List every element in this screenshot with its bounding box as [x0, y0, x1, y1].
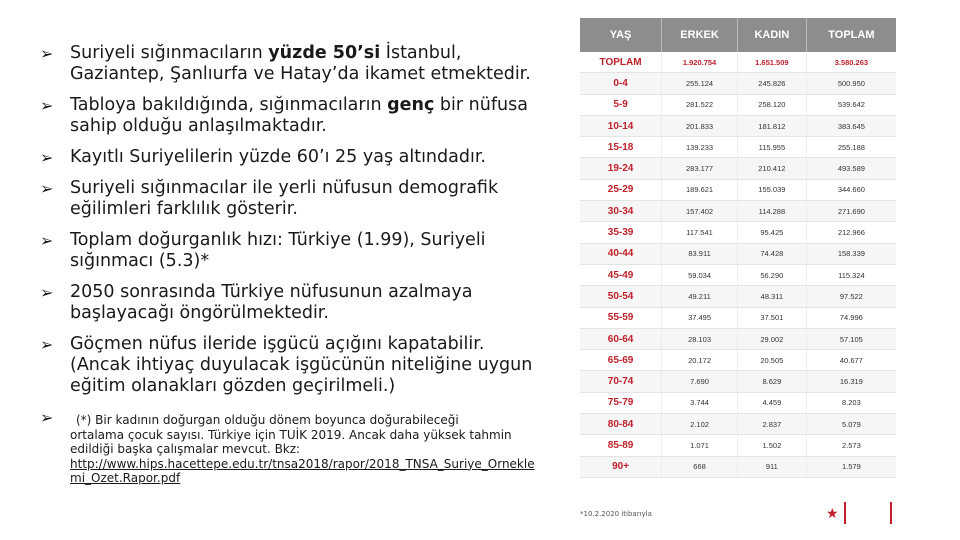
cell-male: 117.541: [662, 222, 738, 243]
bullet-list: [40, 43, 540, 496]
cell-male: 283.177: [662, 158, 738, 179]
cell-age: 0-4: [580, 73, 662, 94]
table-row: [580, 94, 896, 115]
cell-age: TOPLAM: [580, 52, 662, 73]
cell-age: 40-44: [580, 243, 662, 264]
cell-male: 49.211: [662, 286, 738, 307]
cell-age: 55-59: [580, 307, 662, 328]
table-row: [580, 137, 896, 158]
bullet-item: [40, 178, 540, 220]
table-row: [580, 179, 896, 200]
cell-male: 83.911: [662, 243, 738, 264]
table-row: [580, 115, 896, 136]
bullet-text: İstanbul, Gaziantep, Şanlıurfa ve Hatay’da ikamet etmektedir.: [70, 43, 531, 84]
cell-total: 1.579: [806, 456, 896, 477]
bullet-item: [40, 282, 540, 324]
arrow-bullet-icon: ➢: [40, 408, 54, 427]
cell-female: 258.120: [737, 94, 806, 115]
arrow-bullet-icon: ➢: [40, 231, 54, 250]
cell-total: 40.677: [806, 350, 896, 371]
cell-total: 3.580.263: [806, 52, 896, 73]
bullet-bold: genç: [387, 95, 435, 115]
cell-age: 80-84: [580, 414, 662, 435]
cell-age: 45-49: [580, 264, 662, 285]
cell-female: 1.502: [737, 435, 806, 456]
cell-male: 7.690: [662, 371, 738, 392]
cell-age: 10-14: [580, 115, 662, 136]
table-row: [580, 350, 896, 371]
table-row: [580, 414, 896, 435]
cell-age: 35-39: [580, 222, 662, 243]
arrow-bullet-icon: ➢: [40, 179, 54, 198]
cell-age: 30-34: [580, 201, 662, 222]
cell-male: 139.233: [662, 137, 738, 158]
footnote-link[interactable]: http://www.hips.hacettepe.edu.tr/tnsa2018/rapor/2018_TNSA_Suriye_Orneklemi_Ozet.Rapor.pdf: [70, 456, 535, 485]
cell-male: 201.833: [662, 115, 738, 136]
footnote-item: [40, 408, 540, 486]
cell-male: 1.071: [662, 435, 738, 456]
bullet-item: [40, 95, 540, 137]
cell-age: 50-54: [580, 286, 662, 307]
cell-male: 281.522: [662, 94, 738, 115]
table-row: [580, 264, 896, 285]
header-male: ERKEK: [662, 18, 738, 52]
bullet-text: Kayıtlı Suriyelilerin yüzde 60’ı 25 yaş altındadır.: [70, 147, 486, 167]
population-table: [580, 18, 896, 478]
table-row: [580, 243, 896, 264]
cell-total: 383.645: [806, 115, 896, 136]
table-row: [580, 307, 896, 328]
bullet-text: Göçmen nüfus ileride işgücü açığını kapatabilir. (Ancak ihtiyaç duyulacak işgücünün niteliğine uygun eğitim olanakları gözden geçirilmeli.): [70, 334, 533, 396]
bullet-item: [40, 230, 540, 272]
cell-female: 4.459: [737, 392, 806, 413]
cell-female: 210.412: [737, 158, 806, 179]
cell-female: 48.311: [737, 286, 806, 307]
header-age: YAŞ: [580, 18, 662, 52]
footnote-first-line: (*) Bir kadının doğurgan olduğu dönem boyunca doğurabileceği: [76, 413, 459, 427]
cell-female: 114.288: [737, 201, 806, 222]
cell-total: 74.996: [806, 307, 896, 328]
bullet-item: [40, 334, 540, 397]
bullet-text: Tabloya bakıldığında, sığınmacıların: [70, 95, 388, 115]
cell-female: 911: [737, 456, 806, 477]
footnote-text: ortalama çocuk sayısı. Türkiye için TUİK 2019. Ancak daha yüksek tahmin edildiği başka çalışmalar mevcut. Bkz:: [70, 427, 512, 456]
bullet-item: [40, 147, 540, 168]
cell-male: 20.172: [662, 350, 738, 371]
cell-male: 59.034: [662, 264, 738, 285]
cell-female: 56.290: [737, 264, 806, 285]
cell-male: 37.495: [662, 307, 738, 328]
arrow-bullet-icon: ➢: [40, 148, 54, 167]
table-row: [580, 328, 896, 349]
cell-male: 28.103: [662, 328, 738, 349]
table-row: [580, 286, 896, 307]
cell-female: 37.501: [737, 307, 806, 328]
cell-total: 500.950: [806, 73, 896, 94]
bullet-item: [40, 43, 540, 85]
bullet-bold: yüzde 50’si: [268, 43, 381, 63]
cell-male: 2.102: [662, 414, 738, 435]
cell-male: 157.402: [662, 201, 738, 222]
cell-male: 189.621: [662, 179, 738, 200]
cell-female: 1.651.509: [737, 52, 806, 73]
table-row: [580, 371, 896, 392]
arrow-bullet-icon: ➢: [40, 335, 54, 354]
cell-total: 271.690: [806, 201, 896, 222]
table-row: [580, 158, 896, 179]
logo-bar: [844, 502, 846, 524]
cell-age: 19-24: [580, 158, 662, 179]
cell-male: 3.744: [662, 392, 738, 413]
table-row: [580, 456, 896, 477]
cell-female: 74.428: [737, 243, 806, 264]
header-female: KADIN: [737, 18, 806, 52]
cell-female: 181.812: [737, 115, 806, 136]
cell-total: 539.642: [806, 94, 896, 115]
cell-age: 90+: [580, 456, 662, 477]
bullet-text: 2050 sonrasında Türkiye nüfusunun azalmaya başlayacağı öngörülmektedir.: [70, 282, 473, 323]
table-header-row: [580, 18, 896, 52]
table-row: [580, 392, 896, 413]
table-row: [580, 435, 896, 456]
cell-female: 8.629: [737, 371, 806, 392]
table-row: [580, 222, 896, 243]
bullet-text: Suriyeli sığınmacıların: [70, 43, 269, 63]
cell-male: 1.920.754: [662, 52, 738, 73]
table-row: [580, 201, 896, 222]
cell-total: 2.573: [806, 435, 896, 456]
source-note: *10.2.2020 itibarıyla: [580, 510, 652, 518]
bullet-text: Toplam doğurganlık hızı: Türkiye (1.99), Suriyeli sığınmacı (5.3)*: [70, 230, 486, 271]
cell-total: 115.324: [806, 264, 896, 285]
cell-age: 60-64: [580, 328, 662, 349]
arrow-bullet-icon: ➢: [40, 44, 54, 63]
population-table-panel: [580, 18, 896, 478]
cell-male: 255.124: [662, 73, 738, 94]
cell-total: 8.203: [806, 392, 896, 413]
cell-female: 2.837: [737, 414, 806, 435]
bullet-text: bir nüfusa sahip olduğu anlaşılmaktadır.: [70, 95, 528, 136]
cell-age: 75-79: [580, 392, 662, 413]
table-row: [580, 73, 896, 94]
cell-total: 255.188: [806, 137, 896, 158]
cell-female: 95.425: [737, 222, 806, 243]
cell-age: 70-74: [580, 371, 662, 392]
institution-logo: [826, 500, 892, 526]
cell-female: 155.039: [737, 179, 806, 200]
cell-female: 245.826: [737, 73, 806, 94]
cell-age: 85-89: [580, 435, 662, 456]
cell-female: 20.505: [737, 350, 806, 371]
cell-age: 25-29: [580, 179, 662, 200]
cell-female: 115.955: [737, 137, 806, 158]
cell-total: 16.319: [806, 371, 896, 392]
cell-total: 97.522: [806, 286, 896, 307]
cell-age: 65-69: [580, 350, 662, 371]
cell-age: 15-18: [580, 137, 662, 158]
cell-total: 212.966: [806, 222, 896, 243]
cell-total: 158.339: [806, 243, 896, 264]
star-logo-icon: ★: [826, 506, 839, 522]
cell-total: 344.660: [806, 179, 896, 200]
table-row: [580, 52, 896, 73]
arrow-bullet-icon: ➢: [40, 96, 54, 115]
cell-total: 57.105: [806, 328, 896, 349]
logo-bar: [890, 502, 892, 524]
bullet-text: Suriyeli sığınmacılar ile yerli nüfusun demografik eğilimleri farklılık gösterir.: [70, 178, 499, 219]
cell-female: 29.002: [737, 328, 806, 349]
cell-total: 493.589: [806, 158, 896, 179]
cell-male: 668: [662, 456, 738, 477]
cell-total: 5.079: [806, 414, 896, 435]
cell-age: 5-9: [580, 94, 662, 115]
header-total: TOPLAM: [806, 18, 896, 52]
arrow-bullet-icon: ➢: [40, 283, 54, 302]
